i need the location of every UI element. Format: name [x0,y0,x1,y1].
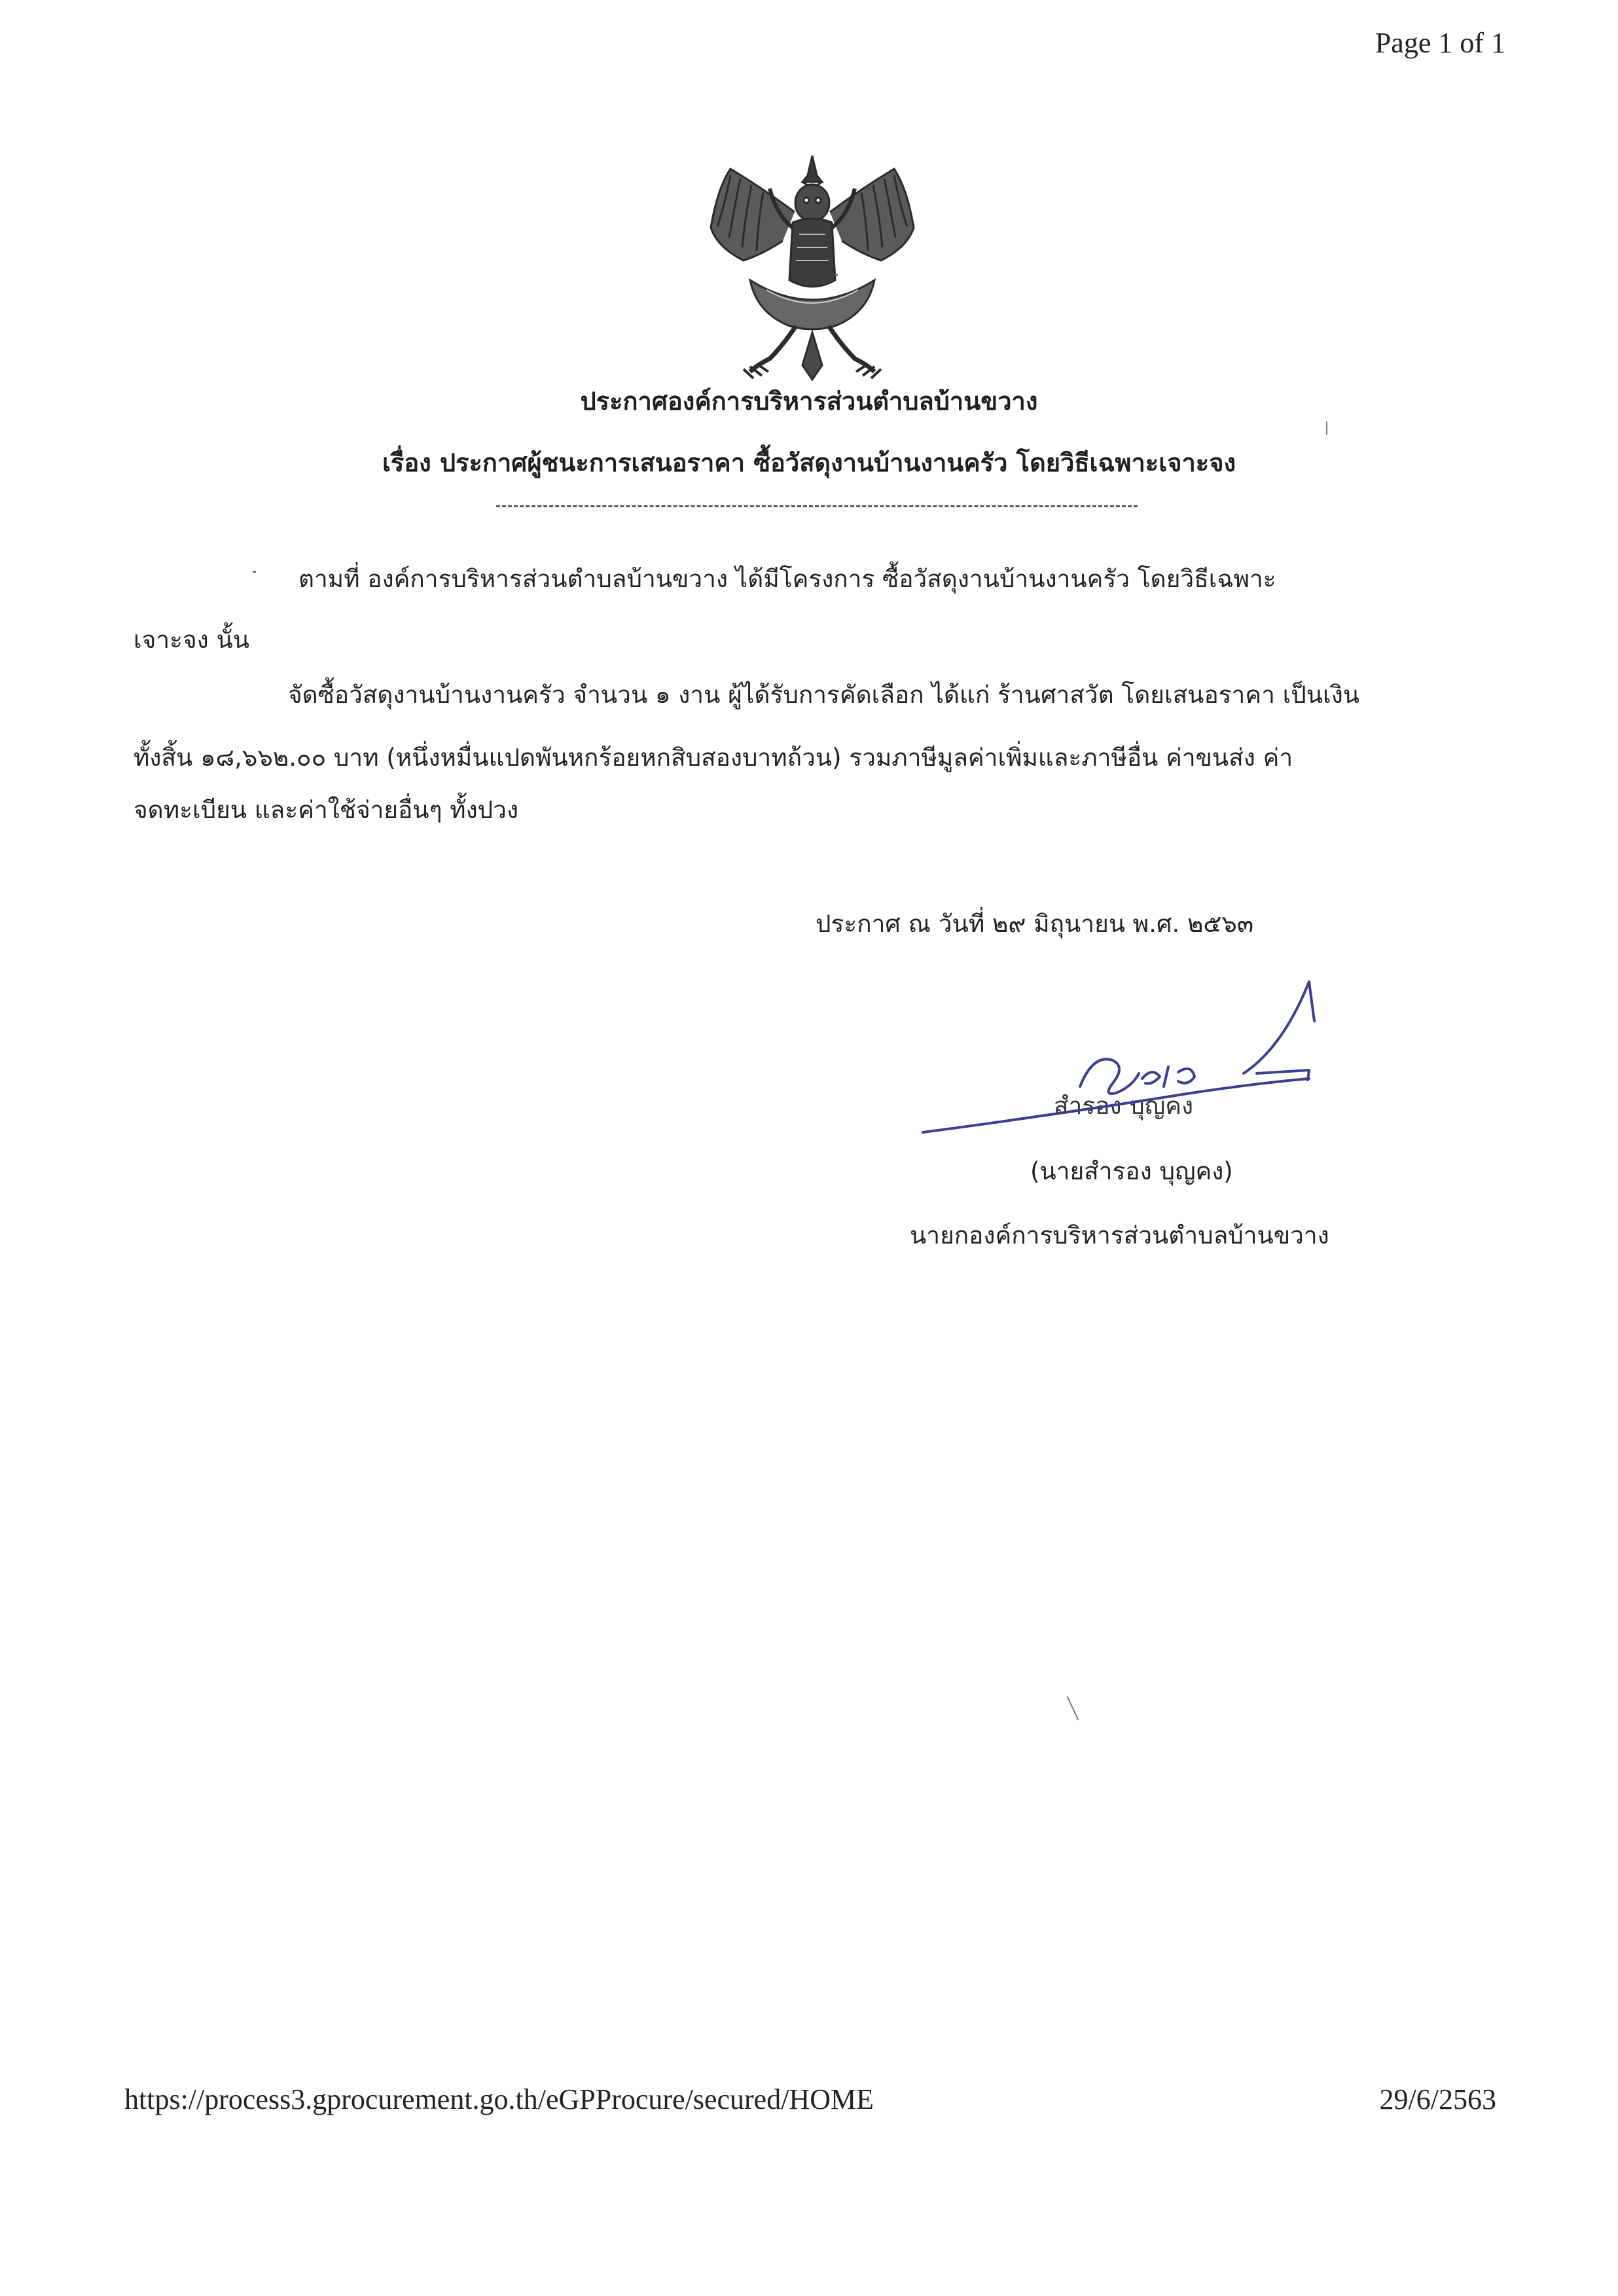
footer-url: https://process3.gprocurement.go.th/eGPProcure/secured/HOME [124,2083,874,2115]
garuda-emblem-icon [704,149,920,382]
handwritten-signature [916,969,1335,1139]
scan-speck [253,571,256,573]
scan-speck [1326,422,1327,435]
document-subject: เรื่อง ประกาศผู้ชนะการเสนอราคา ซื้อวัสดุงานบ้านงานครัว โดยวิธีเฉพาะเจาะจง [382,448,1236,477]
title-separator [496,505,1138,507]
document-title: ประกาศองค์การบริหารส่วนตำบลบ้านขวาง [580,387,1038,416]
footer-date: 29/6/2563 [1379,2083,1496,2115]
paragraph2-line3: จดทะเบียน และค่าใช้จ่ายอื่นๆ ทั้งปวง [134,796,519,824]
paragraph2-line2: ทั้งสิ้น ๑๘,๖๖๒.๐๐ บาท (หนึ่งหมื่นแปดพันหกร้อยหกสิบสองบาทถ้วน) รวมภาษีมูลค่าเพิ่มและภาษีอื่น ค่าขนส่ง ค่า [134,744,1293,772]
announcement-date: ประกาศ ณ วันที่ ๒๙ มิถุนายน พ.ศ. ๒๕๖๓ [816,910,1254,938]
paragraph2-line1: จัดซื้อวัสดุงานบ้านงานครัว จำนวน ๑ งาน ผู้ได้รับการคัดเลือก ได้แก่ ร้านศาสวัต โดยเสนอราคา เป็นเงิน [288,681,1360,709]
paragraph1-line1: ตามที่ องค์การบริหารส่วนตำบลบ้านขวาง ได้มีโครงการ ซื้อวัสดุงานบ้านงานครัว โดยวิธีเฉพาะ [298,565,1276,593]
signer-typed-name: สำรอง บุญคง [1054,1092,1194,1120]
scan-speck [1067,1696,1079,1720]
scan-speck [835,274,838,276]
paragraph1-line2: เจาะจง นั้น [134,626,250,654]
signer-position: นายกองค์การบริหารส่วนตำบลบ้านขวาง [910,1221,1329,1249]
signer-name: (นายสำรอง บุญคง) [1030,1157,1233,1185]
page-number: Page 1 of 1 [1375,27,1505,59]
